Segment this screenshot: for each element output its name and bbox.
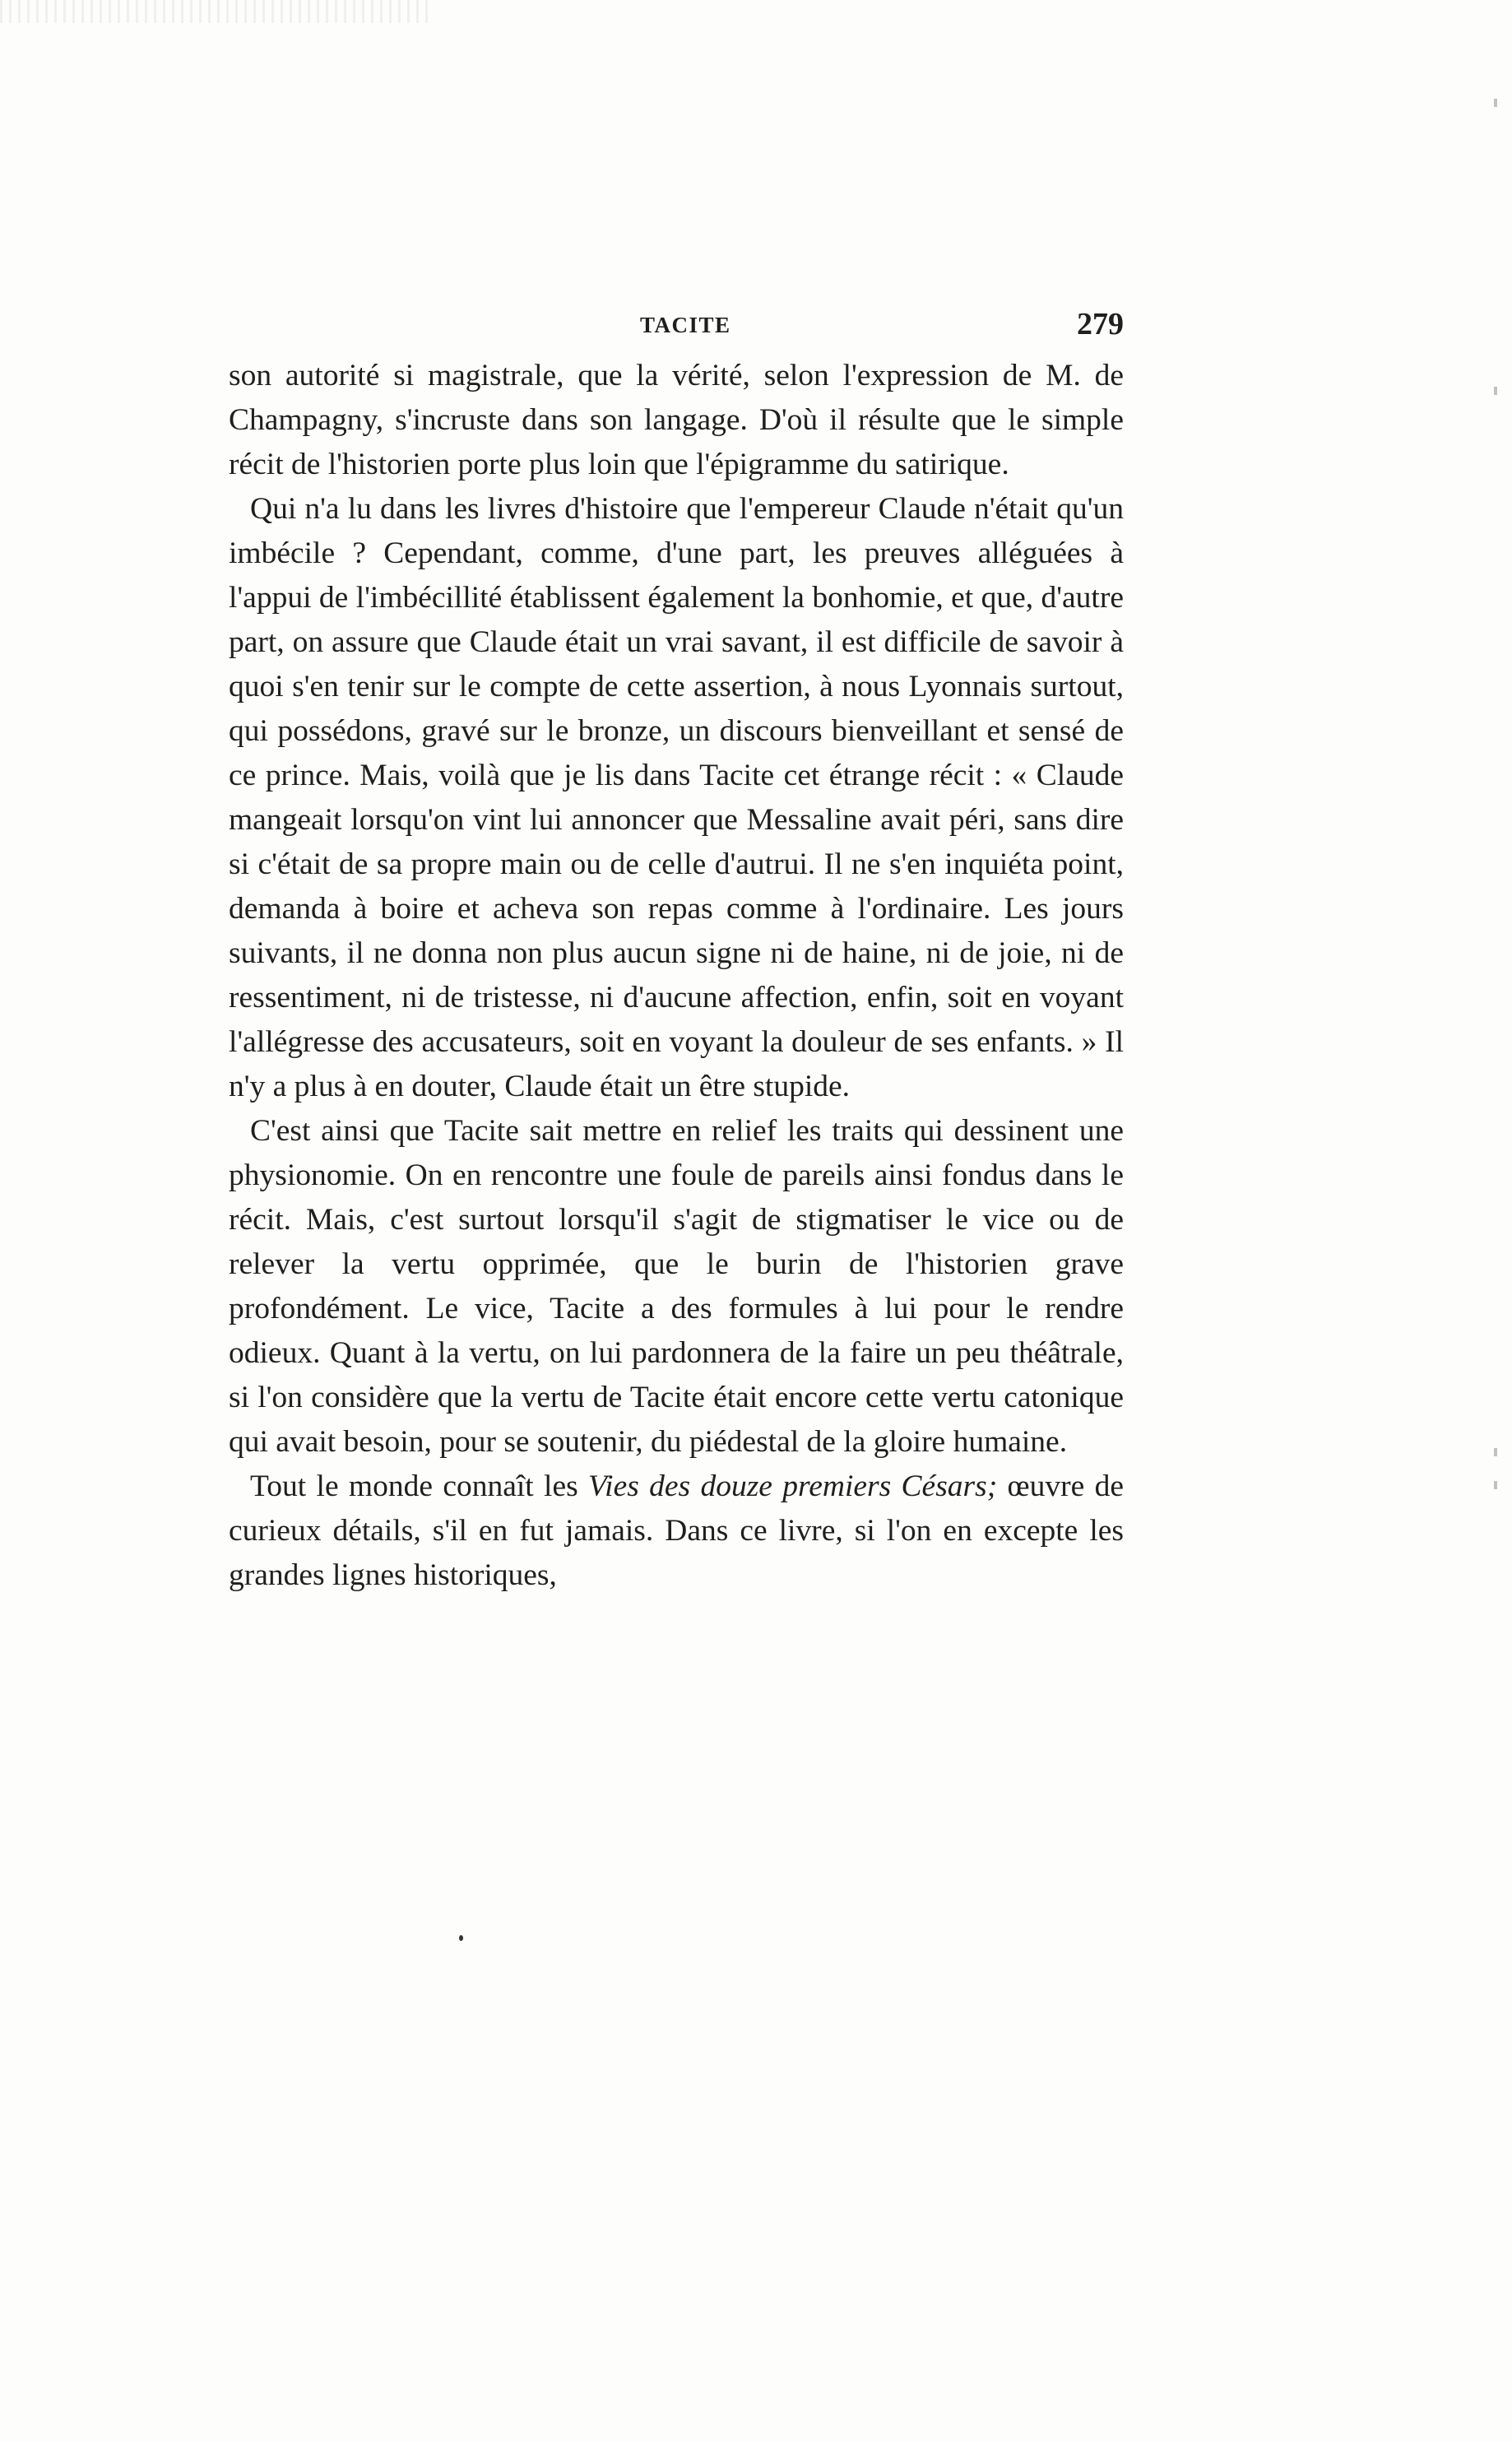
paragraph-4 [229,1465,1124,1598]
margin-mark [1494,1481,1497,1489]
ink-dot [459,1935,463,1941]
margin-mark [1494,1448,1497,1456]
running-head: TACITE [640,313,731,337]
margin-mark [1494,387,1497,395]
page-header [229,306,1124,347]
scan-edge-noise [0,0,428,23]
paragraph-2: Qui n'a lu dans les livres d'histoire que l'empereur Claude n'était qu'un imbécile ? Cependant, comme, d'une part, les preuves alléguées à l'appui de l'imbécillité établissent également la bonhomie, et que, d'autre part, on assure que Claude était un vrai savant, il est difficile de savoir à quoi s'en tenir sur le compte de cette assertion, à nous Lyonnais surtout, qui possédons, gravé sur le bronze, un discours bienveillant et sensé de ce prince. Mais, voilà que je lis dans Tacite cet étrange récit : « Claude mangeait lorsqu'on vint lui annoncer que Messaline avait péri, sans dire si c'était de sa propre main ou de celle d'autrui. Il ne s'en inquiéta point, demanda à boire et acheva son repas comme à l'ordinaire. Les jours suivants, il ne donna non plus aucun signe ni de haine, ni de joie, ni de ressentiment, ni de tristesse, ni d'aucune affection, enfin, soit en voyant l'allégresse des accusateurs, soit en voyant la douleur de ses enfants. » Il n'y a plus à en douter, Claude était un être stupide. [229,492,1124,1103]
paragraph-3: C'est ainsi que Tacite sait mettre en relief les traits qui dessinent une physionomie. On en rencontre une foule de pareils ainsi fondus dans le récit. Mais, c'est surtout lorsqu'il s'agit de stigmatiser le vice ou de relever la vertu opprimée, que le burin de l'historien grave profondément. Le vice, Tacite a des formules à lui pour le rendre odieux. Quant à la vertu, on lui pardonnera de la faire un peu théâtrale, si l'on considère que la vertu de Tacite était encore cette vertu catonique qui avait besoin, pour se soutenir, du piédestal de la gloire humaine. [229,1114,1124,1459]
book-title-italic: Vies des douze premiers Césars; [588,1469,998,1503]
paragraph-1: son autorité si magistrale, que la vérité, selon l'expression de M. de Champagny, s'incruste dans son langage. D'où il résulte que le simple récit de l'historien porte plus loin que l'épigramme du satirique. [229,359,1124,481]
page-number: 279 [1077,307,1124,341]
margin-mark [1494,99,1497,107]
body-text [229,354,1124,1598]
paragraph-4-lead: Tout le monde connaît les [250,1469,589,1503]
paragraph-4-rest: œuvre de curieux détails, s'il en fut jamais. Dans ce livre, si l'on en excepte les grandes lignes historiques, [229,1469,1124,1592]
